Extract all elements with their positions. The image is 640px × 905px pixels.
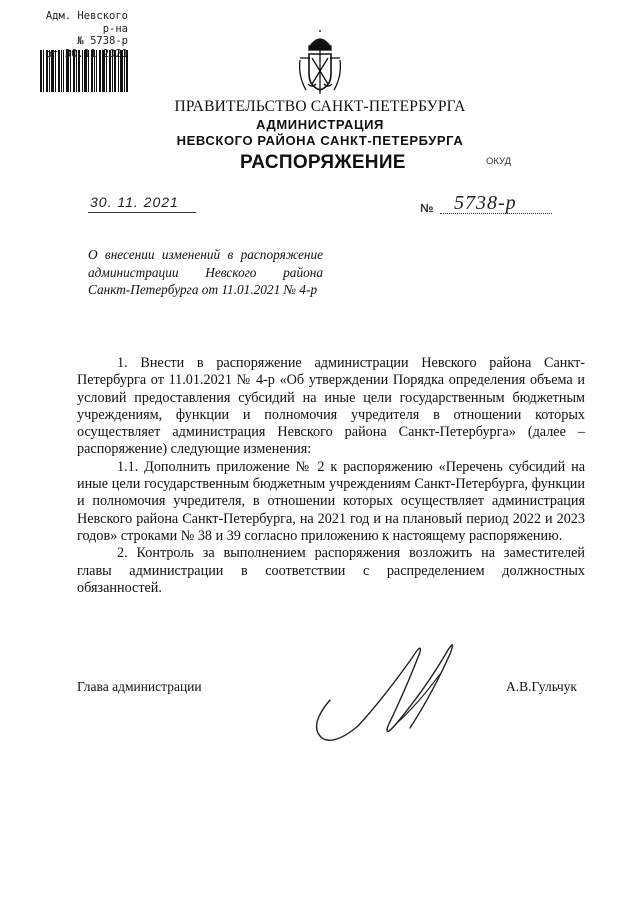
number-sign: №	[420, 201, 434, 215]
subject-line: Санкт-Петербурга от 11.01.2021 № 4-р	[88, 282, 318, 297]
signatory-title: Глава администрации	[77, 679, 202, 694]
document-subject	[88, 246, 323, 299]
stamp-line-org: Адм. Невского р-на	[45, 10, 128, 35]
signatory-name: А.В.Гульчук	[506, 679, 577, 694]
body-paragraph-2: 2. Контроль за выполнением распоряжения возложить на заместителей главы администрации в соответствии с распределением должностных обязанностей.	[77, 545, 585, 596]
handwritten-signature	[300, 630, 480, 750]
district-title: НЕВСКОГО РАЙОНА САНКТ-ПЕТЕРБУРГА	[176, 133, 464, 148]
body-paragraph-1: 1. Внести в распоряжение администрации Невского района Санкт-Петербурга от 11.01.2021 № 4-р «Об утверждении Порядка определения объема и условий предоставления субсидий на иные цели государственным бюджетным учреждениям, функции и полномочия учредителя в отношении которых осуществляет администрация Невского района Санкт-Петербурга» (далее – распоряжение) следующие изменения:	[77, 355, 585, 458]
city-emblem-icon	[296, 30, 344, 98]
subject-line: администрации Невского района	[88, 264, 323, 280]
date-underline	[88, 212, 196, 213]
okud-label: ОКУД	[486, 156, 512, 167]
document-date: 30. 11. 2021	[90, 194, 179, 210]
stamp-line-number: № 5738-р	[77, 35, 128, 47]
document-type-title: РАСПОРЯЖЕНИЕ	[240, 152, 406, 173]
barcode	[40, 50, 128, 92]
number-underline	[440, 213, 552, 214]
subject-line: О внесении изменений в распоряжение	[88, 247, 323, 262]
government-title: ПРАВИТЕЛЬСТВО САНКТ-ПЕТЕРБУРГА	[174, 98, 466, 115]
document-body	[77, 355, 585, 597]
body-paragraph-1-1: 1.1. Дополнить приложение № 2 к распоряжению «Перечень субсидий на иные цели государственным бюджетным учреждениям Санкт-Петербурга, функции и полномочия учредителя, в отношении которых осуществляет администрация Невского района Санкт-Петербурга, на 2021 год и на плановый период 2022 и 2023 годов» строками № 38 и 39 согласно приложению к настоящему распоряжению.	[77, 458, 585, 544]
stamp-line-date: 30.11.2021	[64, 47, 128, 60]
administration-title: АДМИНИСТРАЦИЯ	[256, 117, 384, 132]
document-number: 5738-р	[454, 192, 517, 214]
